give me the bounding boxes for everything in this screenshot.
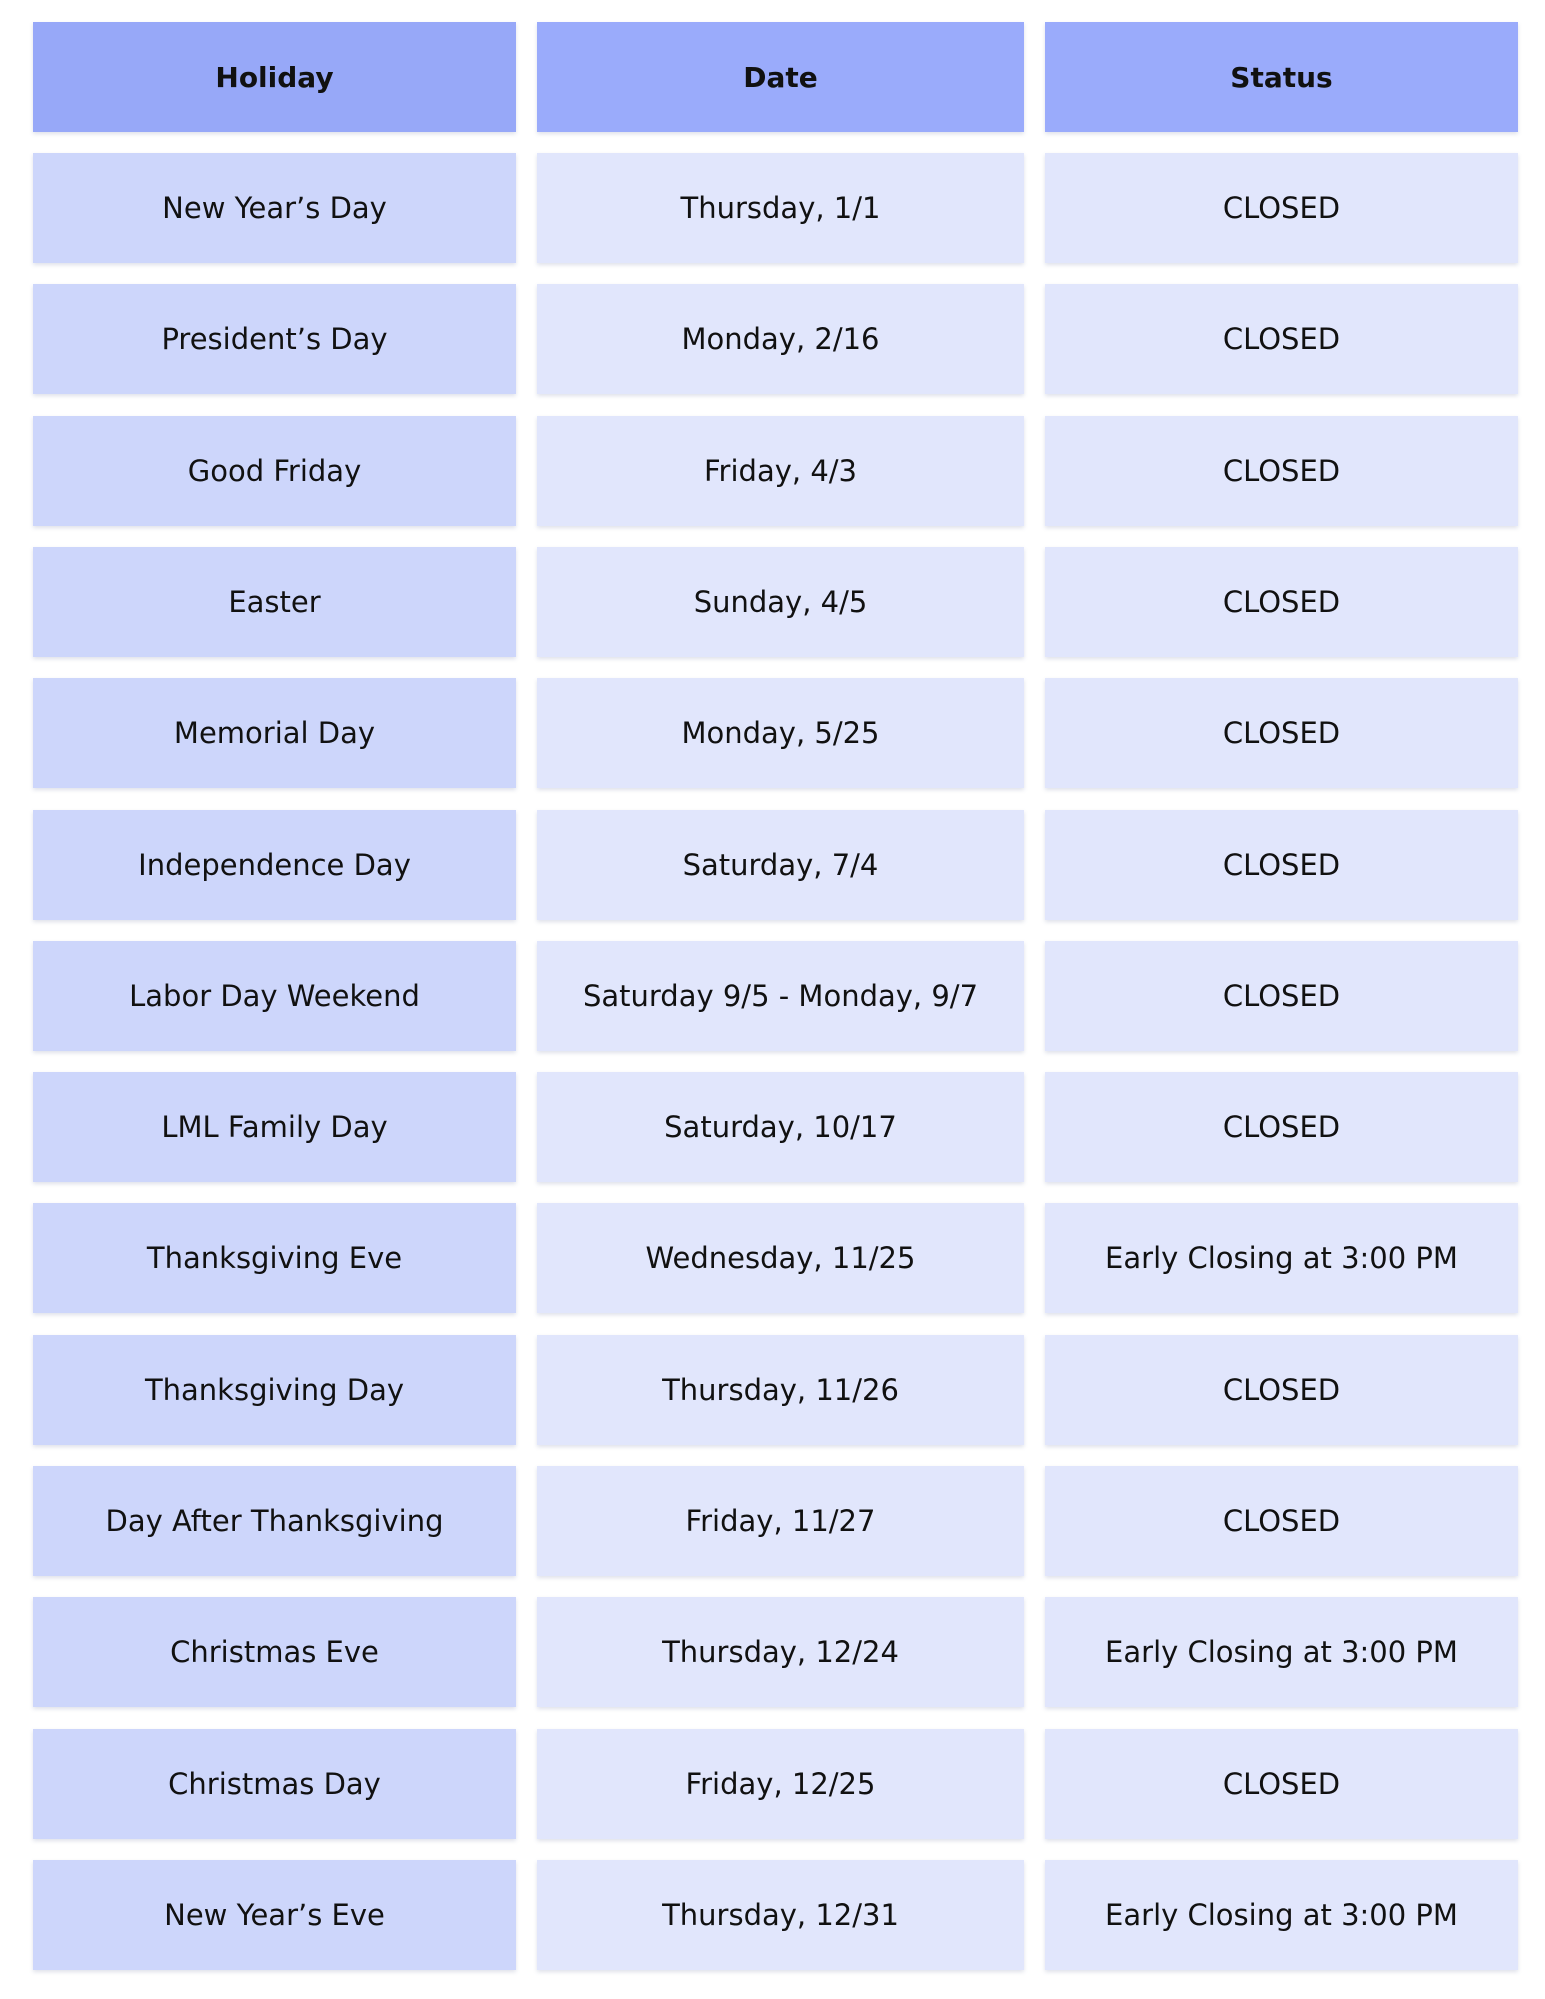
status-cell: CLOSED [1045, 941, 1518, 1051]
date-cell: Friday, 12/25 [537, 1729, 1024, 1839]
table-row [0, 678, 1545, 788]
status-cell: Early Closing at 3:00 PM [1045, 1860, 1518, 1970]
table-row [0, 1729, 1545, 1839]
holiday-cell: Day After Thanksgiving [33, 1466, 516, 1576]
status-cell: CLOSED [1045, 1072, 1518, 1182]
date-cell: Wednesday, 11/25 [537, 1203, 1024, 1313]
holiday-cell: Easter [33, 547, 516, 657]
date-cell: Monday, 5/25 [537, 678, 1024, 788]
table-header-row [0, 22, 1545, 132]
table-row [0, 1860, 1545, 1970]
table-row [0, 941, 1545, 1051]
table-row [0, 153, 1545, 263]
status-cell: CLOSED [1045, 416, 1518, 526]
date-cell: Friday, 11/27 [537, 1466, 1024, 1576]
table-row [0, 1203, 1545, 1313]
status-cell: CLOSED [1045, 1729, 1518, 1839]
holiday-cell: New Year’s Eve [33, 1860, 516, 1970]
status-cell: CLOSED [1045, 1335, 1518, 1445]
table-row [0, 284, 1545, 394]
table-row [0, 547, 1545, 657]
table-row [0, 1597, 1545, 1707]
status-cell: CLOSED [1045, 1466, 1518, 1576]
date-cell: Thursday, 11/26 [537, 1335, 1024, 1445]
table-row [0, 810, 1545, 920]
status-cell: Early Closing at 3:00 PM [1045, 1203, 1518, 1313]
status-cell: CLOSED [1045, 810, 1518, 920]
date-cell: Thursday, 1/1 [537, 153, 1024, 263]
table-row [0, 416, 1545, 526]
header-holiday: Holiday [33, 22, 516, 132]
status-cell: CLOSED [1045, 547, 1518, 657]
holiday-cell: Thanksgiving Day [33, 1335, 516, 1445]
status-cell: CLOSED [1045, 153, 1518, 263]
date-cell: Saturday, 10/17 [537, 1072, 1024, 1182]
status-cell: CLOSED [1045, 284, 1518, 394]
date-cell: Thursday, 12/31 [537, 1860, 1024, 1970]
holiday-cell: Memorial Day [33, 678, 516, 788]
status-cell: Early Closing at 3:00 PM [1045, 1597, 1518, 1707]
holiday-cell: Good Friday [33, 416, 516, 526]
status-cell: CLOSED [1045, 678, 1518, 788]
date-cell: Thursday, 12/24 [537, 1597, 1024, 1707]
date-cell: Saturday 9/5 - Monday, 9/7 [537, 941, 1024, 1051]
date-cell: Sunday, 4/5 [537, 547, 1024, 657]
holiday-cell: Thanksgiving Eve [33, 1203, 516, 1313]
holiday-cell: LML Family Day [33, 1072, 516, 1182]
table-row [0, 1335, 1545, 1445]
holiday-cell: Christmas Day [33, 1729, 516, 1839]
holiday-cell: Independence Day [33, 810, 516, 920]
date-cell: Monday, 2/16 [537, 284, 1024, 394]
date-cell: Saturday, 7/4 [537, 810, 1024, 920]
date-cell: Friday, 4/3 [537, 416, 1024, 526]
holiday-cell: Christmas Eve [33, 1597, 516, 1707]
table-row [0, 1466, 1545, 1576]
header-date: Date [537, 22, 1024, 132]
table-row [0, 1072, 1545, 1182]
holiday-cell: President’s Day [33, 284, 516, 394]
holiday-cell: New Year’s Day [33, 153, 516, 263]
holiday-cell: Labor Day Weekend [33, 941, 516, 1051]
header-status: Status [1045, 22, 1518, 132]
